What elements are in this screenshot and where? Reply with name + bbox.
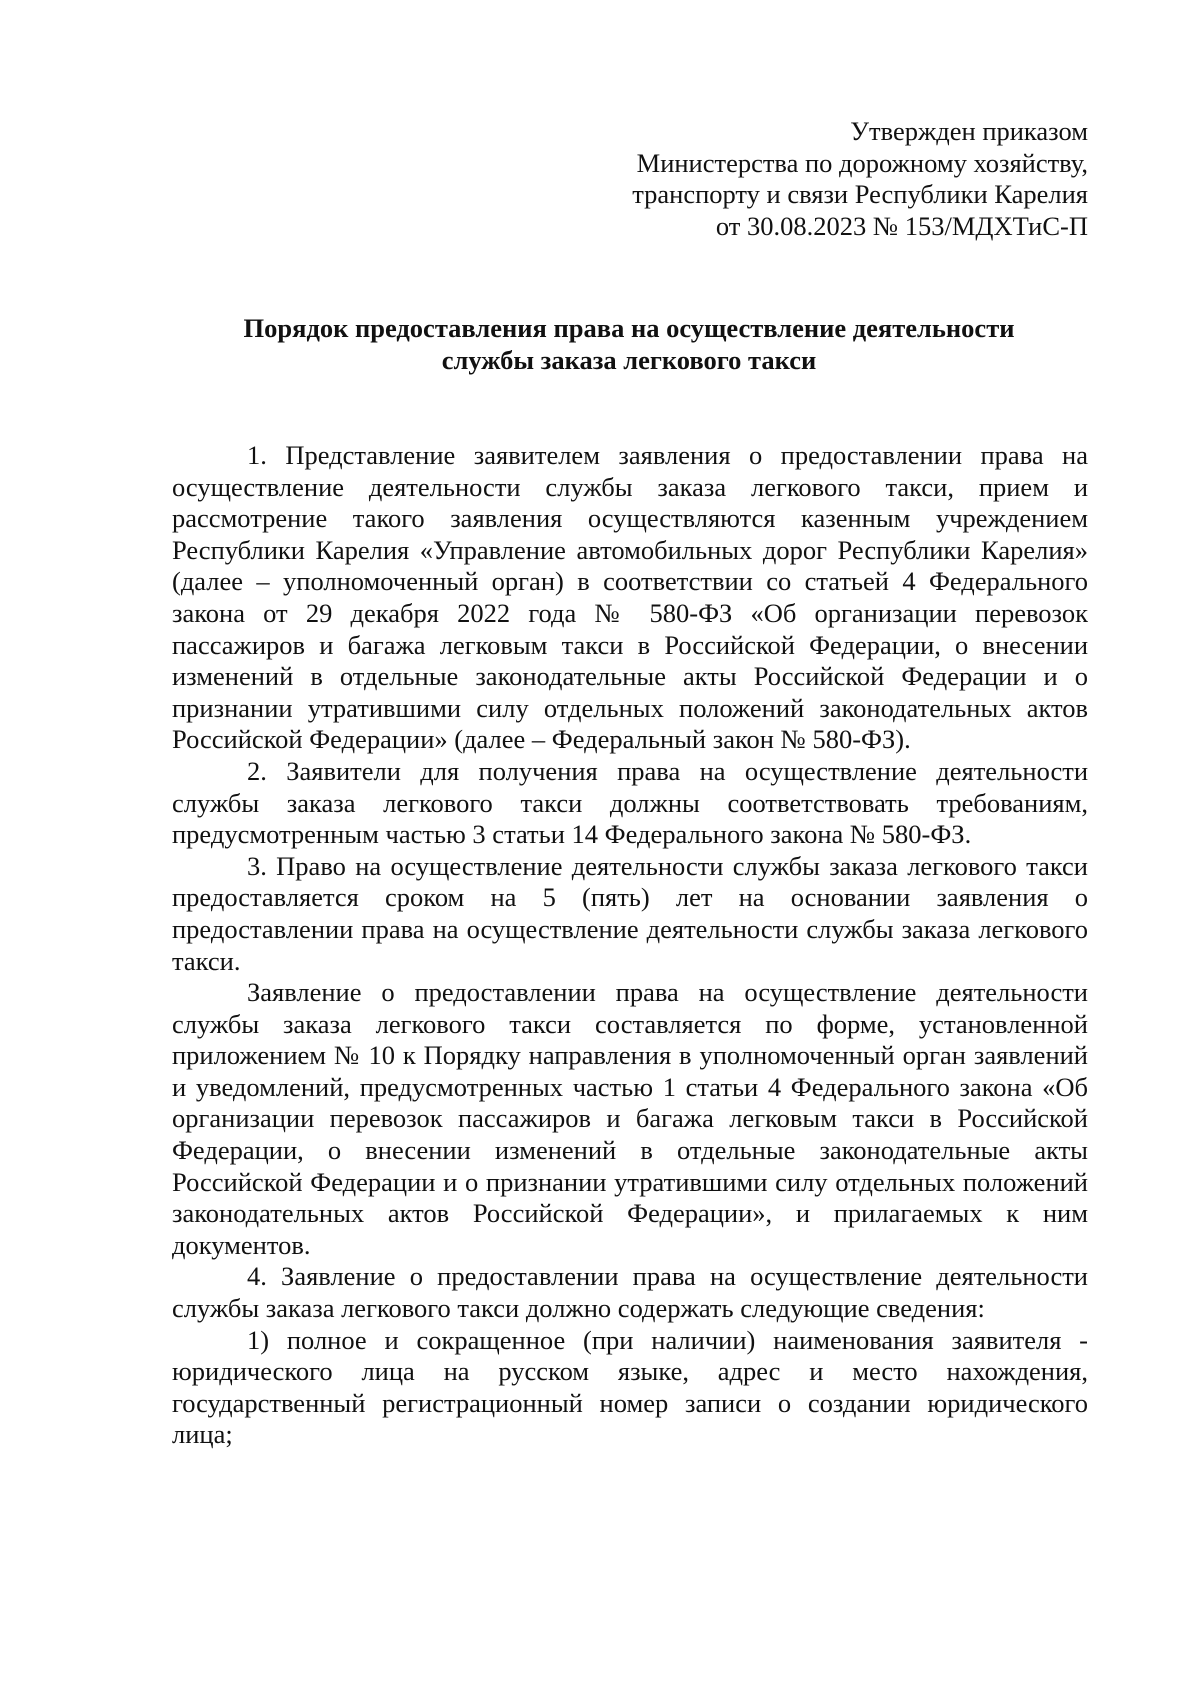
approval-line: Министерства по дорожному хозяйству, [636,147,1088,178]
document-title [170,312,1088,376]
approval-stamp [568,116,1088,242]
approval-line: транспорту и связи Республики Карелия [632,179,1088,209]
paragraph-2: 2. Заявители для получения права на осуществление деятельности службы заказа легкового такси должны соответствовать требованиям, предусмотренным частью 3 статьи 14 Федерального закона № 580-ФЗ. [172,755,1088,850]
paragraph-3: 3. Право на осуществление деятельности службы заказа легкового такси предоставляется сроком на 5 (пять) лет на основании заявления о предоставлении права на осуществление деятельности службы заказа легкового такси. [172,850,1088,976]
title-line: Порядок предоставления права на осуществление деятельности [243,313,1015,343]
title-line: службы заказа легкового такси [441,345,817,375]
paragraph-4: 4. Заявление о предоставлении права на осуществление деятельности службы заказа легкового такси должно содержать следующие сведения: [172,1261,1088,1324]
approval-line: Утвержден приказом [850,116,1088,146]
approval-line: от 30.08.2023 № 153/МДХТиС-П [715,210,1088,241]
paragraph-1: 1. Представление заявителем заявления о предоставлении права на осуществление деятельности службы заказа легкового такси, прием и рассмотрение такого заявления осуществляются казенным учреждением Республики Карелия «Управление автомобильных дорог Республики Карелия» (далее – уполномоченный орган) в соответствии со статьей 4 Федерального закона от 29 декабря 2022 года № 580-ФЗ «Об организации перевозок пассажиров и багажа легковым такси в Российской Федерации, о внесении изменений в отдельные законодательные акты Российской Федерации и о признании утратившими силу отдельных положений законодательных актов Российской Федерации» (далее – Федеральный закон № 580-ФЗ). [172,440,1088,755]
document-body [172,440,1088,1451]
paragraph-3-application-form: Заявление о предоставлении права на осуществление деятельности службы заказа легкового такси составляется по форме, установленной приложением № 10 к Порядку направления в уполномоченный орган заявлений и уведомлений, предусмотренных частью 1 статьи 4 Федерального закона «Об организации перевозок пассажиров и багажа легковым такси в Российской Федерации, о внесении изменений в отдельные законодательные акты Российской Федерации и о признании утратившими силу отдельных положений законодательных актов Российской Федерации», и прилагаемых к ним документов. [172,977,1088,1260]
paragraph-4-item-1: 1) полное и сокращенное (при наличии) наименования заявителя - юридического лица на русском языке, адрес и место нахождения, государственный регистрационный номер записи о создании юридического лица; [172,1324,1088,1450]
